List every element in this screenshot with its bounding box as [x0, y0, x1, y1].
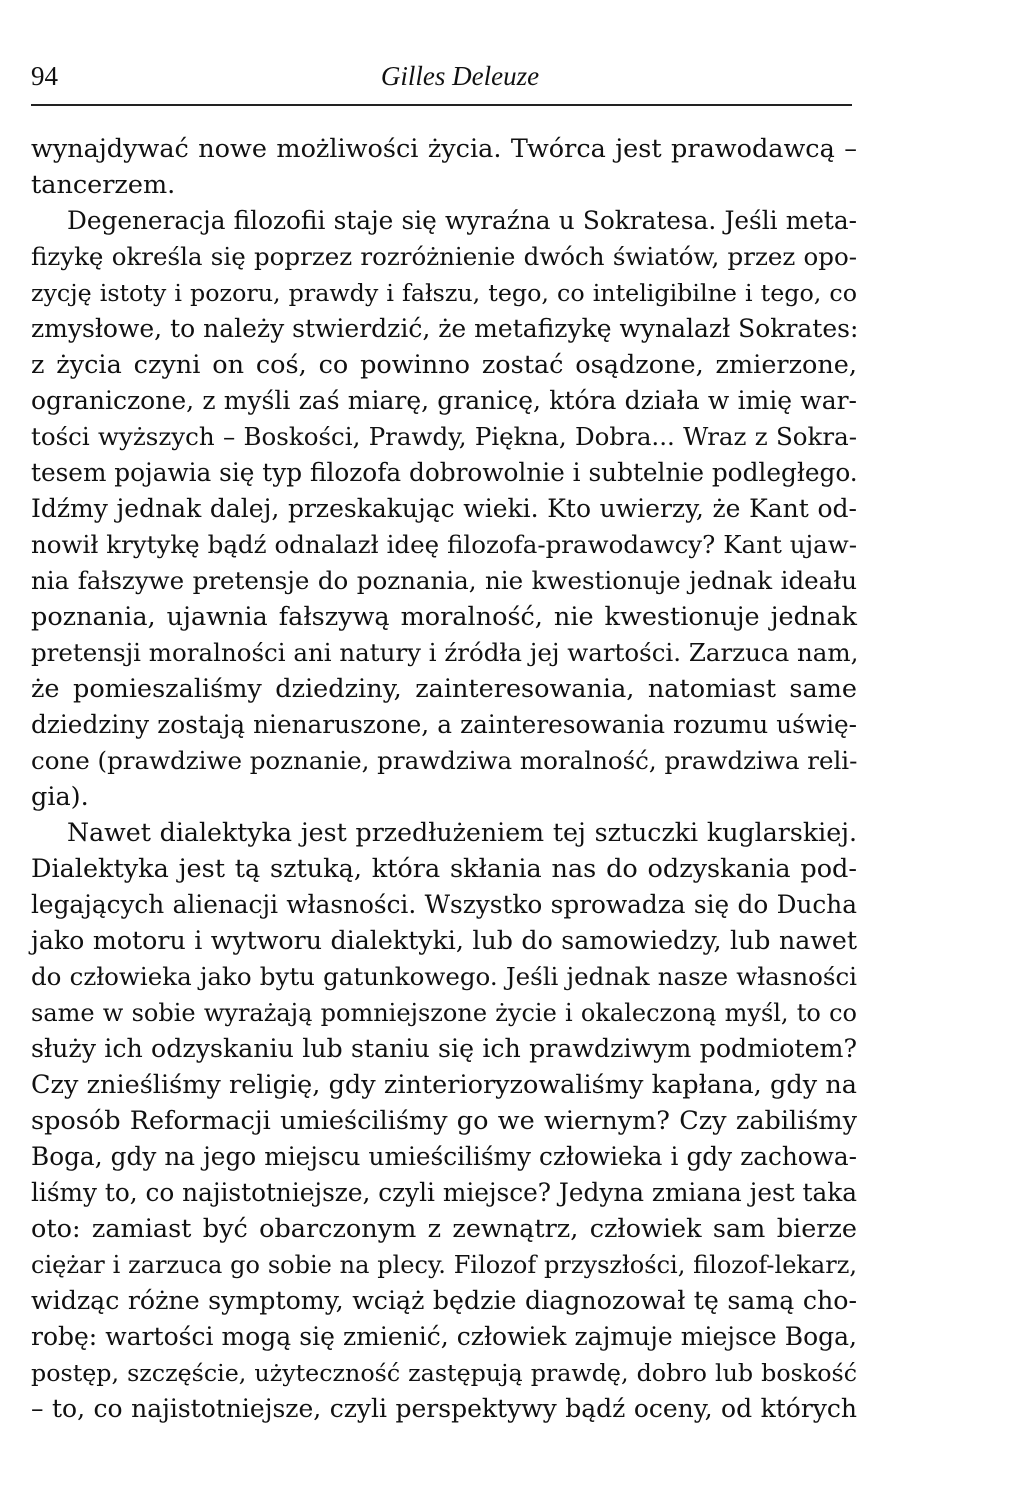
text-line: widząc różne symptomy, wciąż będzie diagnozował tę samą cho- [31, 1286, 857, 1315]
text-line: Idźmy jednak dalej, przeskakując wieki. Kto uwierzy, że Kant od- [31, 494, 857, 523]
body-text [31, 131, 857, 1427]
text-line: zmysłowe, to należy stwierdzić, że metafizykę wynalazł Sokrates: [31, 314, 859, 343]
text-line: nia fałszywe pretensje do poznania, nie kwestionuje jednak ideału [31, 566, 857, 595]
text-line: oto: zamiast być obarczonym z zewnątrz, człowiek sam bierze [31, 1214, 857, 1244]
text-line: z życia czyni on coś, co powinno zostać osądzone, zmierzone, [31, 350, 857, 380]
text-line: ciężar i zarzuca go sobie na plecy. Filozof przyszłości, filozof-lekarz, [31, 1251, 857, 1279]
text-line: tancerzem. [31, 170, 176, 200]
text-line: zycję istoty i pozoru, prawdy i fałszu, tego, co inteligibilne i tego, co [31, 279, 857, 307]
running-title: Gilles Deleuze [380, 61, 540, 91]
text-line: Dialektyka jest tą sztuką, która skłania nas do odzyskania pod- [31, 854, 857, 884]
text-line: robę: wartości mogą się zmienić, człowiek zajmuje miejsce Boga, [31, 1322, 857, 1351]
text-line: – to, co najistotniejsze, czyli perspektywy bądź oceny, od których [31, 1394, 857, 1423]
text-line: do człowieka jako bytu gatunkowego. Jeśli jednak nasze własności [31, 962, 857, 991]
text-line: służy ich odzyskaniu lub staniu się ich prawdziwym podmiotem? [31, 1034, 857, 1063]
text-line: liśmy to, co najistotniejsze, czyli miejsce? Jedyna zmiana jest taka [31, 1178, 857, 1207]
text-line: tesem pojawia się typ filozofa dobrowolnie i subtelnie podległego. [31, 458, 858, 487]
text-line: pretensji moralności ani natury i źródła jej wartości. Zarzuca nam, [31, 638, 859, 667]
text-line: dziedziny zostają nienaruszone, a zainteresowania rozumu uświę- [31, 710, 857, 739]
text-line: legających alienacji własności. Wszystko sprowadza się do Ducha [31, 890, 857, 919]
text-line: nowił krytykę bądź odnalazł ideę filozofa-prawodawcy? Kant ujaw- [31, 530, 857, 559]
text-line: same w sobie wyrażają pomniejszone życie i okaleczoną myśl, to co [31, 999, 857, 1027]
text-line: gia). [31, 782, 89, 812]
text-line: fizykę określa się poprzez rozróżnienie dwóch światów, przez opo- [31, 242, 857, 271]
header-rule [31, 104, 852, 106]
text-line: poznania, ujawnia fałszywą moralność, nie kwestionuje jednak [31, 602, 857, 632]
page-number: 94 [31, 61, 58, 91]
text-line: jako motoru i wytworu dialektyki, lub do samowiedzy, lub nawet [31, 926, 857, 955]
text-line: Czy znieśliśmy religię, gdy zinterioryzowaliśmy kapłana, gdy na [31, 1070, 857, 1100]
text-line: ograniczone, z myśli zaś miarę, granicę, która działa w imię war- [31, 386, 857, 415]
text-line: wynajdywać nowe możliwości życia. Twórca jest prawodawcą – [31, 134, 857, 164]
text-line: Degeneracja filozofii staje się wyraźna u Sokratesa. Jeśli meta- [67, 206, 857, 235]
text-line: Boga, gdy na jego miejscu umieściliśmy człowieka i gdy zachowa- [31, 1142, 857, 1171]
text-line: że pomieszaliśmy dziedziny, zainteresowania, natomiast same [31, 674, 857, 704]
text-line: sposób Reformacji umieściliśmy go we wiernym? Czy zabiliśmy [31, 1106, 857, 1136]
text-line: cone (prawdziwe poznanie, prawdziwa moralność, prawdziwa reli- [31, 746, 858, 775]
text-line: tości wyższych – Boskości, Prawdy, Piękna, Dobra... Wraz z Sokra- [31, 422, 857, 451]
text-line: postęp, szczęście, użyteczność zastępują prawdę, dobro lub boskość [31, 1359, 857, 1387]
text-line: Nawet dialektyka jest przedłużeniem tej sztuczki kuglarskiej. [67, 818, 857, 847]
